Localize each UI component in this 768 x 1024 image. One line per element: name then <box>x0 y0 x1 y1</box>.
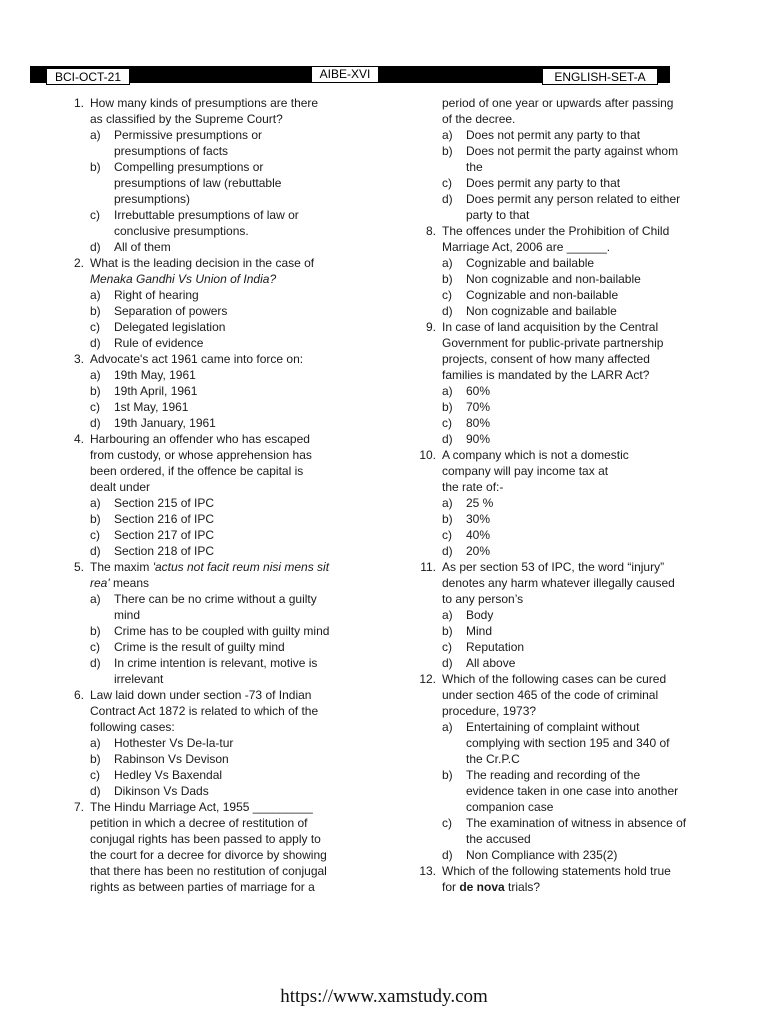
option-label: b) <box>90 160 101 174</box>
option-text: 30% <box>466 512 491 526</box>
option-text: Irrebuttable presumptions of law or <box>114 208 299 222</box>
question-text-line: As per section 53 of IPC, the word “injury” <box>442 560 665 574</box>
option-item <box>90 591 352 623</box>
question-item <box>62 95 352 255</box>
option-text: Does permit any person related to either <box>466 192 681 206</box>
option-text: Reputation <box>466 640 525 654</box>
exam-code-box <box>46 68 130 85</box>
option-label: b) <box>90 512 101 526</box>
option-text: 19th January, 1961 <box>114 416 216 430</box>
option-text: Compelling presumptions or <box>114 160 264 174</box>
option-item <box>90 287 352 303</box>
question-text-line: the court for a decree for divorce by showing <box>90 848 327 862</box>
option-list <box>90 127 352 255</box>
option-text: Body <box>466 608 494 622</box>
question-text-line: families is mandated by the LARR Act? <box>442 368 650 382</box>
option-text: Section 217 of IPC <box>114 528 215 542</box>
question-text <box>90 431 352 495</box>
question-text-line: A company which is not a domestic <box>442 448 629 462</box>
option-label: b) <box>442 624 453 638</box>
question-number: 9. <box>425 320 436 334</box>
option-label: c) <box>442 288 452 302</box>
question-number: 7. <box>73 800 84 814</box>
option-text: Hothester Vs De-la-tur <box>114 736 234 750</box>
option-item <box>442 527 704 543</box>
option-text: 90% <box>466 432 491 446</box>
option-label: d) <box>90 784 101 798</box>
question-number: 8. <box>425 224 436 238</box>
question-text-line: under section 465 of the code of criminal <box>442 688 659 702</box>
option-label: d) <box>442 848 453 862</box>
option-text: Permissive presumptions or <box>114 128 263 142</box>
question-text-line <box>90 559 352 575</box>
question-text-line: rights as between parties of marriage for a <box>90 880 315 894</box>
text-suffix: trials? <box>504 880 541 894</box>
question-text-line: conjugal rights has been passed to apply to <box>90 832 321 846</box>
option-item <box>442 383 704 399</box>
option-list <box>90 367 352 431</box>
option-item <box>90 783 352 799</box>
option-text: The examination of witness in absence of <box>466 816 687 830</box>
option-label: a) <box>90 368 101 382</box>
option-label: a) <box>442 608 453 622</box>
option-label: d) <box>90 544 101 558</box>
option-item <box>442 815 704 847</box>
question-text-line: Advocate's act 1961 came into force on: <box>90 352 304 366</box>
option-item <box>442 543 704 559</box>
option-text: party to that <box>466 208 530 222</box>
question-text-line: that there has been no restitution of conjugal <box>90 864 327 878</box>
option-item <box>90 383 352 399</box>
option-label: a) <box>442 496 453 510</box>
option-list <box>442 719 704 863</box>
question-text <box>90 351 352 367</box>
option-text: 19th April, 1961 <box>114 384 198 398</box>
option-text: Hedley Vs Baxendal <box>114 768 223 782</box>
option-text: 1st May, 1961 <box>114 400 189 414</box>
option-text: All above <box>466 656 516 670</box>
maxim-text-end: rea' <box>90 576 110 590</box>
option-label: d) <box>90 416 101 430</box>
question-text <box>442 559 704 607</box>
option-label: d) <box>442 544 453 558</box>
question-text-line: In case of land acquisition by the Central <box>442 320 659 334</box>
option-item <box>442 655 704 671</box>
question-number: 2. <box>73 256 84 270</box>
question-number: 11. <box>420 560 436 574</box>
question-item <box>414 671 704 863</box>
option-item <box>90 751 352 767</box>
option-item <box>90 335 352 351</box>
option-label: c) <box>90 208 100 222</box>
option-list <box>90 495 352 559</box>
option-label: a) <box>442 256 453 270</box>
option-label: b) <box>442 272 453 286</box>
option-text: 25 % <box>466 496 494 510</box>
question-text <box>442 671 704 719</box>
question-text <box>90 687 352 735</box>
option-list <box>90 287 352 351</box>
option-label: b) <box>90 304 101 318</box>
question-text <box>90 799 352 895</box>
option-text: the Cr.P.C <box>466 752 520 766</box>
option-text: presumptions of facts <box>114 144 229 158</box>
question-text-line: from custody, or whose apprehension has <box>90 448 312 462</box>
question-text-line: dealt under <box>90 480 151 494</box>
option-text: Non Compliance with 235(2) <box>466 848 618 862</box>
question-text-line: following cases: <box>90 720 175 734</box>
option-text: presumptions) <box>114 192 191 206</box>
option-text: irrelevant <box>114 672 164 686</box>
option-text: Crime is the result of guilty mind <box>114 640 285 654</box>
question-item <box>62 255 352 351</box>
option-item <box>90 543 352 559</box>
option-list <box>442 607 704 671</box>
option-item <box>442 271 704 287</box>
option-label: d) <box>442 192 453 206</box>
question-number: 10. <box>419 448 436 462</box>
option-label: c) <box>90 400 100 414</box>
option-item <box>90 239 352 255</box>
option-text: mind <box>114 608 141 622</box>
maxim-prefix: The maxim <box>90 560 153 574</box>
option-text: Crime has to be coupled with guilty mind <box>114 624 330 638</box>
option-label: a) <box>90 128 101 142</box>
option-item <box>442 415 704 431</box>
option-label: b) <box>442 400 453 414</box>
question-text <box>442 863 704 895</box>
option-item <box>90 159 352 207</box>
option-label: c) <box>442 528 452 542</box>
option-item <box>90 127 352 159</box>
option-item <box>90 495 352 511</box>
option-text: Right of hearing <box>114 288 199 302</box>
option-text: evidence taken in one case into another <box>466 784 679 798</box>
option-text: Does not permit the party against whom <box>466 144 679 158</box>
question-set-box <box>542 68 658 85</box>
question-text-line <box>442 879 704 895</box>
option-list <box>90 735 352 799</box>
question-text <box>442 95 704 127</box>
question-text <box>442 447 704 495</box>
option-text: Rabinson Vs Devison <box>114 752 229 766</box>
footer-url[interactable]: https://www.xamstudy.com <box>280 986 488 1007</box>
option-label: c) <box>442 176 452 190</box>
option-item <box>442 495 704 511</box>
option-text: There can be no crime without a guilty <box>114 592 317 606</box>
option-label: d) <box>90 656 101 670</box>
option-item <box>90 367 352 383</box>
question-text-line: as classified by the Supreme Court? <box>90 112 283 126</box>
question-number: 13. <box>419 864 436 878</box>
option-item <box>442 287 704 303</box>
option-text: Section 216 of IPC <box>114 512 215 526</box>
question-item <box>414 559 704 671</box>
question-item <box>414 319 704 447</box>
option-label: a) <box>90 592 101 606</box>
right-column <box>414 95 704 895</box>
option-label: a) <box>90 288 101 302</box>
option-text: All of them <box>114 240 171 254</box>
bold-term: de nova <box>459 880 505 894</box>
question-text-line: been ordered, if the offence be capital is <box>90 464 304 478</box>
question-text <box>90 255 352 287</box>
question-number: 1. <box>73 96 84 110</box>
option-text: the accused <box>466 832 531 846</box>
option-text: In crime intention is relevant, motive is <box>114 656 318 670</box>
option-text: conclusive presumptions. <box>114 224 249 238</box>
option-text: 60% <box>466 384 491 398</box>
option-item <box>442 143 704 175</box>
option-item <box>90 639 352 655</box>
option-label: b) <box>442 768 453 782</box>
question-item <box>414 447 704 559</box>
option-label: d) <box>442 432 453 446</box>
option-text: Non cognizable and bailable <box>466 304 617 318</box>
question-text-line <box>90 575 352 591</box>
maxim-suffix: means <box>109 576 149 590</box>
option-label: b) <box>90 384 101 398</box>
option-item <box>90 735 352 751</box>
option-text: Cognizable and bailable <box>466 256 595 270</box>
question-item <box>62 687 352 799</box>
option-list <box>90 591 352 687</box>
option-text: 19th May, 1961 <box>114 368 196 382</box>
option-list <box>442 495 704 559</box>
option-text: Does not permit any party to that <box>466 128 641 142</box>
option-item <box>90 623 352 639</box>
option-text: complying with section 195 and 340 of <box>466 736 670 750</box>
option-text: Dikinson Vs Dads <box>114 784 209 798</box>
option-label: b) <box>90 752 101 766</box>
option-item <box>90 527 352 543</box>
option-text: 20% <box>466 544 491 558</box>
question-text-line: Marriage Act, 2006 are ______. <box>442 240 611 254</box>
exam-code: BCI-OCT-21 <box>54 70 121 84</box>
option-item <box>442 767 704 815</box>
option-text: companion case <box>466 800 554 814</box>
maxim-text: 'actus not facit reum nisi mens sit <box>152 560 330 574</box>
option-label: c) <box>90 528 100 542</box>
question-text-line: procedure, 1973? <box>442 704 537 718</box>
option-text: 70% <box>466 400 491 414</box>
option-item <box>90 303 352 319</box>
question-text <box>442 319 704 383</box>
option-item <box>442 623 704 639</box>
option-item <box>442 431 704 447</box>
option-text: Section 218 of IPC <box>114 544 215 558</box>
question-number: 4. <box>73 432 84 446</box>
question-text-line: Which of the following cases can be cured <box>442 672 667 686</box>
option-label: c) <box>442 816 452 830</box>
option-item <box>90 415 352 431</box>
option-label: a) <box>90 736 101 750</box>
option-text: Mind <box>466 624 493 638</box>
option-item <box>442 255 704 271</box>
option-text: presumptions of law (rebuttable <box>114 176 282 190</box>
question-text <box>90 559 352 591</box>
question-text-line: The Hindu Marriage Act, 1955 _________ <box>90 800 313 814</box>
option-text: Section 215 of IPC <box>114 496 215 510</box>
option-label: c) <box>90 768 100 782</box>
question-text <box>90 95 352 127</box>
option-label: a) <box>442 720 453 734</box>
option-label: a) <box>90 496 101 510</box>
left-column <box>62 95 352 895</box>
question-text-line: What is the leading decision in the case of <box>90 256 315 270</box>
option-item <box>442 719 704 767</box>
option-item <box>442 847 704 863</box>
option-label: b) <box>442 144 453 158</box>
option-item <box>442 175 704 191</box>
option-item <box>90 207 352 239</box>
question-text-line: period of one year or upwards after passing <box>442 96 674 110</box>
question-text-line: Government for public-private partnership <box>442 336 664 350</box>
option-text: Cognizable and non-bailable <box>466 288 619 302</box>
question-item <box>62 351 352 431</box>
question-number: 5. <box>73 560 84 574</box>
option-text: Rule of evidence <box>114 336 204 350</box>
question-text-line: Contract Act 1872 is related to which of the <box>90 704 319 718</box>
option-label: c) <box>442 416 452 430</box>
question-text-line: How many kinds of presumptions are there <box>90 96 319 110</box>
question-text-line: company will pay income tax at <box>442 464 609 478</box>
option-item <box>90 655 352 687</box>
question-item <box>62 559 352 687</box>
question-item <box>62 431 352 559</box>
question-item <box>62 799 352 895</box>
option-list <box>442 255 704 319</box>
option-text: the <box>466 160 483 174</box>
option-item <box>442 399 704 415</box>
option-label: c) <box>442 640 452 654</box>
option-label: c) <box>90 640 100 654</box>
option-label: d) <box>442 304 453 318</box>
question-case-name: Menaka Gandhi Vs Union of India? <box>90 272 277 286</box>
exam-name-box <box>300 66 390 83</box>
question-text-line: denotes any harm whatever illegally caused <box>442 576 675 590</box>
question-text-line: Law laid down under section -73 of Indian <box>90 688 312 702</box>
option-item <box>442 639 704 655</box>
question-text <box>442 223 704 255</box>
option-label: d) <box>90 240 101 254</box>
option-label: a) <box>442 128 453 142</box>
question-text-line: the rate of:- <box>442 480 504 494</box>
option-item <box>442 303 704 319</box>
option-label: c) <box>90 320 100 334</box>
question-text-line: projects, consent of how many affected <box>442 352 650 366</box>
exam-name: AIBE-XVI <box>312 67 379 82</box>
option-text: Does permit any party to that <box>466 176 621 190</box>
option-label: d) <box>442 656 453 670</box>
question-text-line: of the decree. <box>442 112 516 126</box>
option-label: a) <box>442 384 453 398</box>
option-label: b) <box>442 512 453 526</box>
option-text: Delegated legislation <box>114 320 226 334</box>
question-set: ENGLISH-SET-A <box>554 70 646 84</box>
option-item <box>90 767 352 783</box>
question-number: 12. <box>419 672 436 686</box>
question-number: 6. <box>73 688 84 702</box>
question-item <box>414 223 704 319</box>
option-item <box>442 607 704 623</box>
option-item <box>442 127 704 143</box>
option-list <box>442 383 704 447</box>
question-text-line: petition in which a decree of restitution of <box>90 816 308 830</box>
option-item <box>90 511 352 527</box>
option-text: Non cognizable and non-bailable <box>466 272 641 286</box>
option-text: Entertaining of complaint without <box>466 720 640 734</box>
option-item <box>90 319 352 335</box>
question-text-line: Which of the following statements hold true <box>442 864 671 878</box>
option-text: 80% <box>466 416 491 430</box>
question-number: 3. <box>73 352 84 366</box>
question-item <box>414 95 704 223</box>
option-item <box>442 191 704 223</box>
option-item <box>442 511 704 527</box>
option-label: b) <box>90 624 101 638</box>
option-text: Separation of powers <box>114 304 228 318</box>
text-prefix: for <box>442 880 460 894</box>
option-text: The reading and recording of the <box>466 768 641 782</box>
option-text: 40% <box>466 528 491 542</box>
question-text-line: The offences under the Prohibition of Child <box>442 224 670 238</box>
option-list <box>442 127 704 223</box>
question-item <box>414 863 704 895</box>
option-item <box>90 399 352 415</box>
option-label: d) <box>90 336 101 350</box>
question-text-line: Harbouring an offender who has escaped <box>90 432 310 446</box>
question-text-line: to any person’s <box>442 592 524 606</box>
